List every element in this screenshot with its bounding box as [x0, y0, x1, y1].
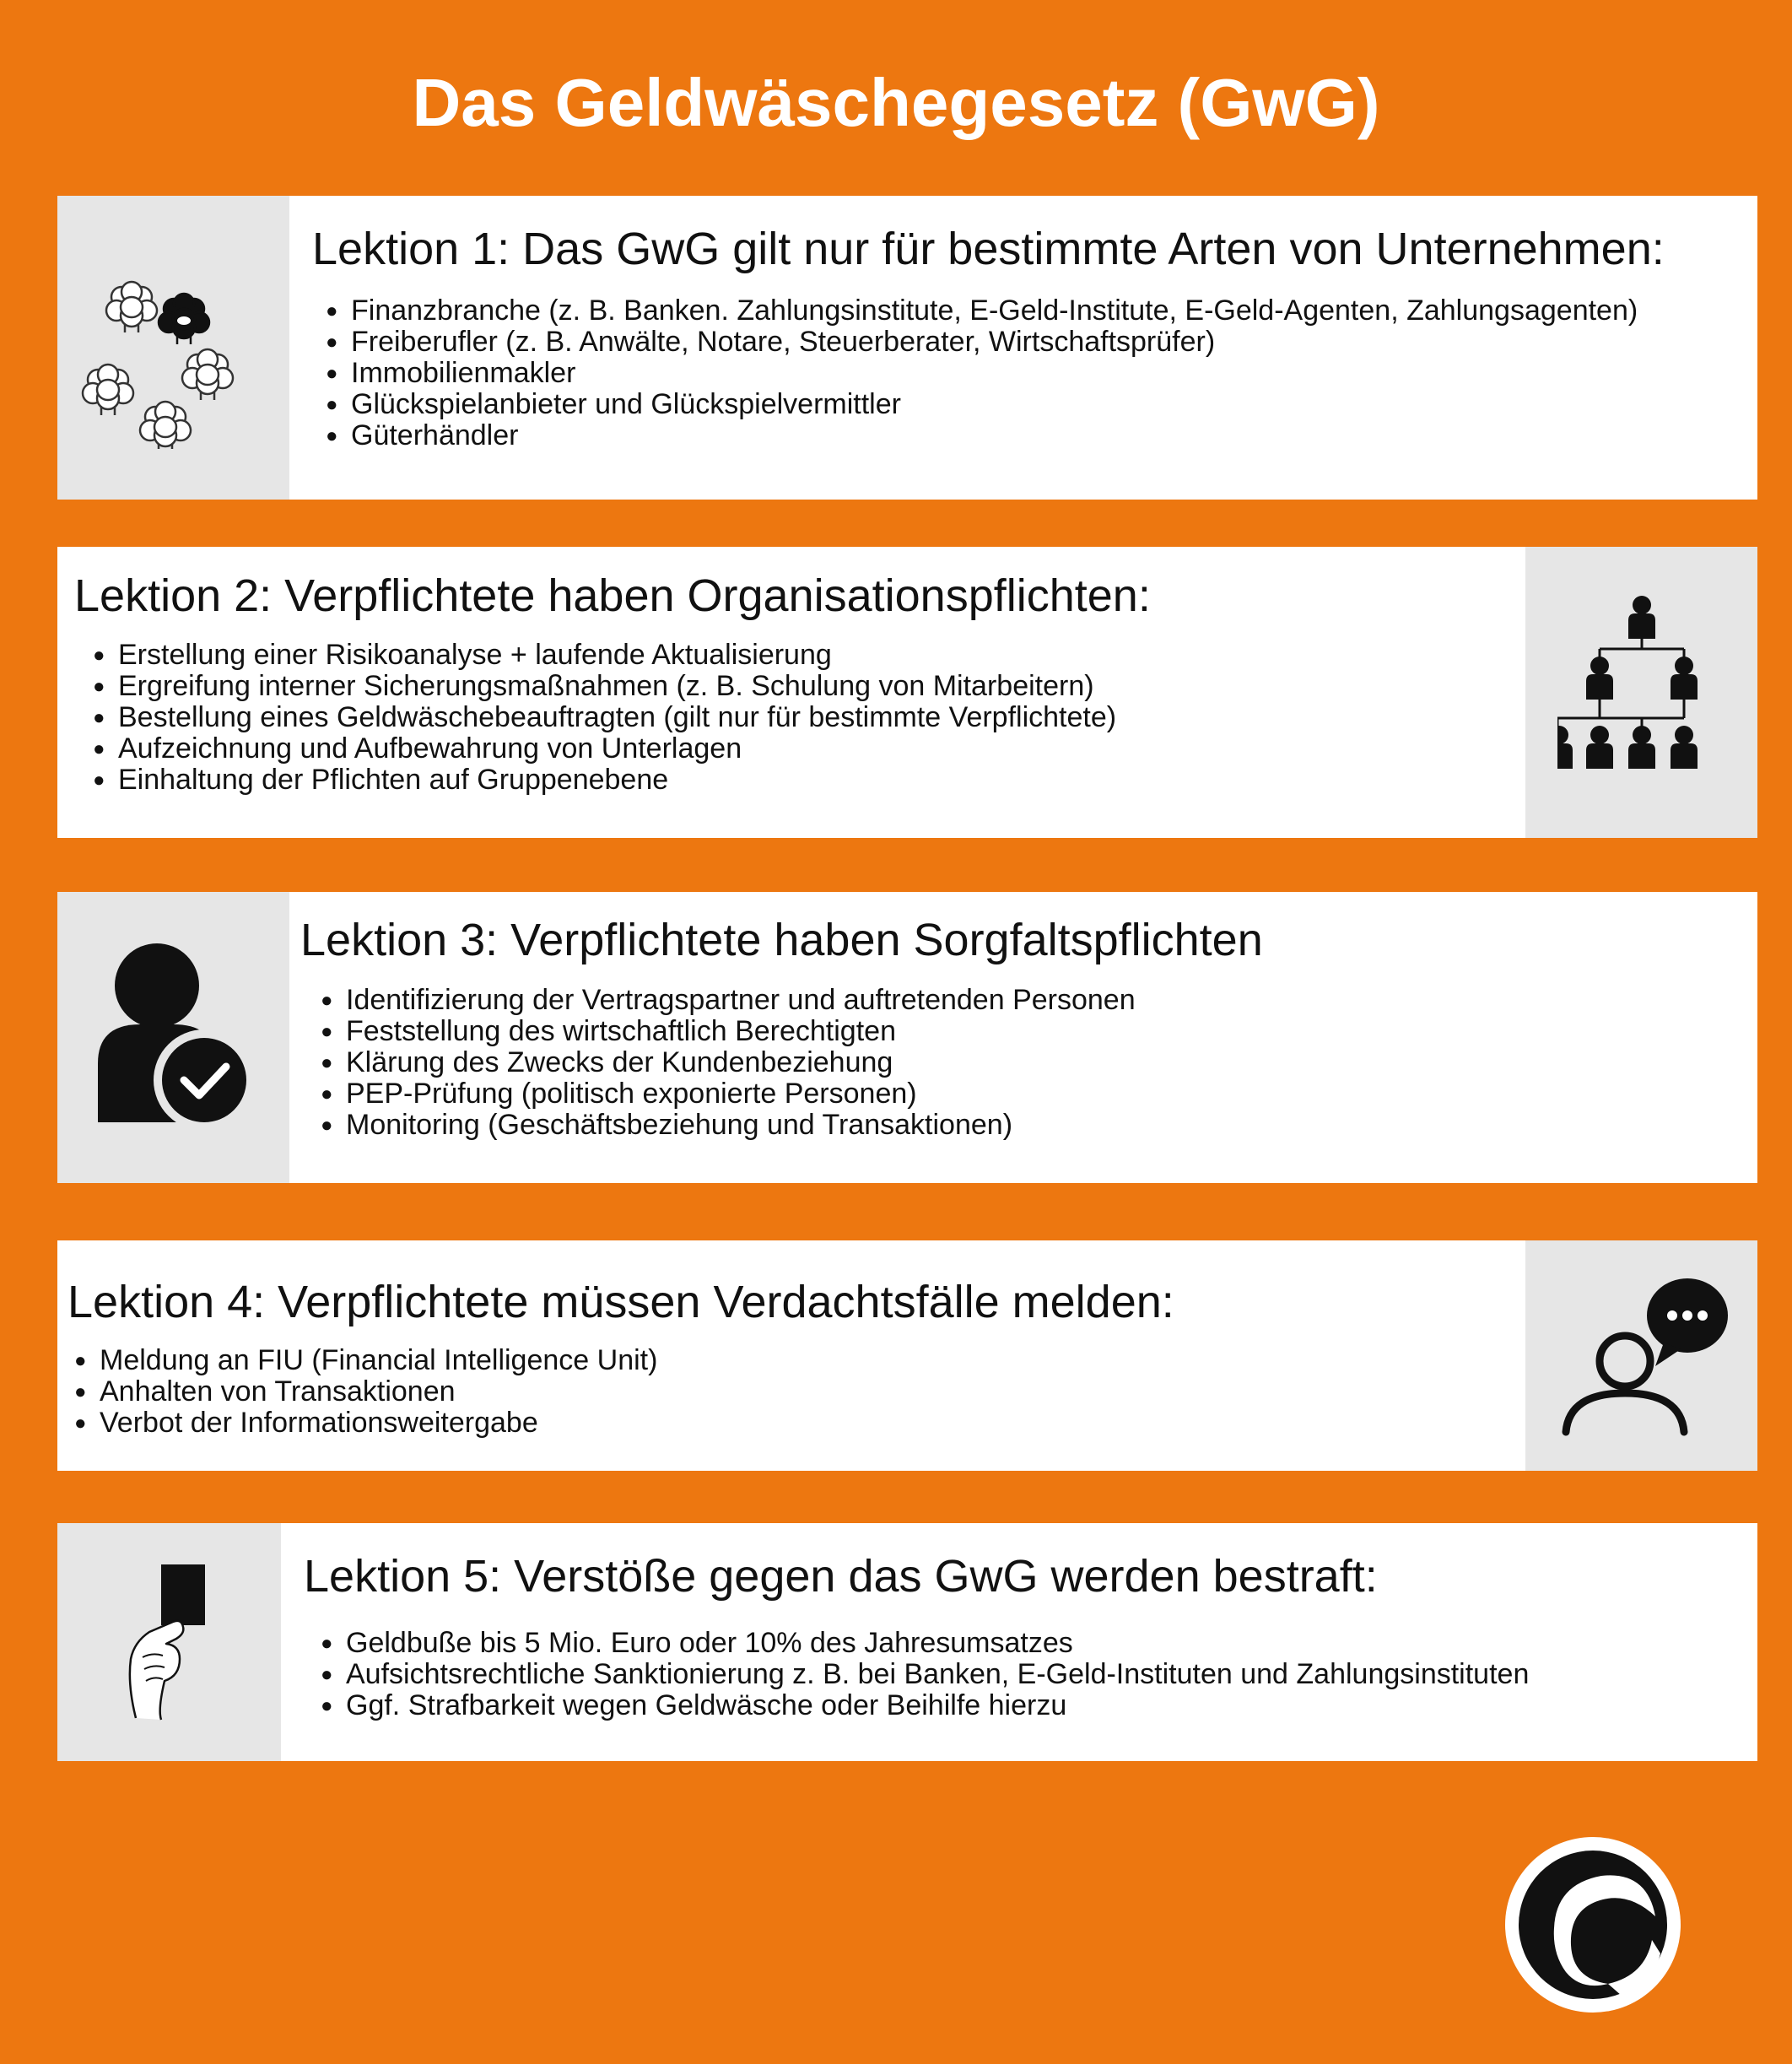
- list-item: ● Identifizierung der Vertragspartner und auftretenden Personen: [321, 985, 1136, 1016]
- list-item: ● Glückspielanbieter und Glückspielvermittler: [326, 389, 1638, 420]
- lesson-card-4: [57, 1240, 1757, 1471]
- list-item: ● Aufzeichnung und Aufbewahrung von Unterlagen: [93, 733, 1116, 765]
- lesson-1-heading: Lektion 1: Das GwG gilt nur für bestimmte Arten von Unternehmen:: [312, 224, 1665, 274]
- lesson-4-list: [74, 1345, 657, 1439]
- lesson-5-list: [321, 1628, 1529, 1721]
- user-check-icon: [89, 937, 258, 1139]
- list-item: ● Verbot der Informationsweitergabe: [74, 1408, 657, 1439]
- list-item: ● Meldung an FIU (Financial Intelligence Unit): [74, 1345, 657, 1376]
- lesson-1-list: [326, 295, 1638, 451]
- lesson-card-3: [57, 892, 1757, 1183]
- list-item: ● Monitoring (Geschäftsbeziehung und Transaktionen): [321, 1110, 1136, 1141]
- list-item: ● Klärung des Zwecks der Kundenbeziehung: [321, 1047, 1136, 1078]
- list-item: ● Freiberufler (z. B. Anwälte, Notare, Steuerberater, Wirtschaftsprüfer): [326, 327, 1638, 358]
- list-item: ● Feststellung des wirtschaftlich Berechtigten: [321, 1016, 1136, 1047]
- lesson-card-2: [57, 547, 1757, 838]
- list-item: ● Bestellung eines Geldwäschebeauftragten (gilt nur für bestimmte Verpflichtete): [93, 702, 1116, 733]
- list-item: ● Geldbuße bis 5 Mio. Euro oder 10% des Jahresumsatzes: [321, 1628, 1529, 1659]
- lesson-2-list: [93, 640, 1116, 796]
- list-item: ● Ergreifung interner Sicherungsmaßnahmen (z. B. Schulung von Mitarbeitern): [93, 671, 1116, 702]
- list-item: ● Einhaltung der Pflichten auf Gruppenebene: [93, 765, 1116, 796]
- page-title: Das Geldwäschegesetz (GwG): [412, 65, 1380, 140]
- list-item: ● Finanzbranche (z. B. Banken. Zahlungsinstitute, E-Geld-Institute, E-Geld-Agenten, Zahlungsagenten): [326, 295, 1638, 327]
- lesson-2-icon-panel: [1525, 547, 1757, 838]
- lesson-4-heading: Lektion 4: Verpflichtete müssen Verdachtsfälle melden:: [67, 1277, 1174, 1327]
- lesson-card-5: [57, 1523, 1757, 1761]
- sheep-flock-icon: [73, 246, 275, 449]
- lesson-3-heading: Lektion 3: Verpflichtete haben Sorgfaltspflichten: [300, 915, 1263, 965]
- list-item: ● Güterhändler: [326, 420, 1638, 451]
- org-chart-icon: [1557, 592, 1726, 794]
- lesson-4-icon-panel: [1525, 1240, 1757, 1471]
- lesson-5-icon-panel: [57, 1523, 281, 1761]
- list-item: ● PEP-Prüfung (politisch exponierte Personen): [321, 1078, 1136, 1110]
- user-speech-bubble-icon: [1541, 1255, 1743, 1457]
- list-item: ● Ggf. Strafbarkeit wegen Geldwäsche oder Beihilfe hierzu: [321, 1690, 1529, 1721]
- lesson-1-icon-panel: [57, 196, 289, 500]
- lesson-5-heading: Lektion 5: Verstöße gegen das GwG werden bestraft:: [304, 1551, 1378, 1602]
- lesson-card-1: [57, 196, 1757, 500]
- list-item: ● Erstellung einer Risikoanalyse + laufende Aktualisierung: [93, 640, 1116, 671]
- lesson-3-list: [321, 985, 1136, 1141]
- brand-logo-icon: [1503, 1835, 1682, 2014]
- list-item: ● Anhalten von Transaktionen: [74, 1376, 657, 1408]
- hand-card-icon: [102, 1541, 237, 1743]
- lesson-3-icon-panel: [57, 892, 289, 1183]
- lesson-2-heading: Lektion 2: Verpflichtete haben Organisationspflichten:: [74, 570, 1151, 621]
- list-item: ● Aufsichtsrechtliche Sanktionierung z. B. bei Banken, E-Geld-Instituten und Zahlungsinstituten: [321, 1659, 1529, 1690]
- list-item: ● Immobilienmakler: [326, 358, 1638, 389]
